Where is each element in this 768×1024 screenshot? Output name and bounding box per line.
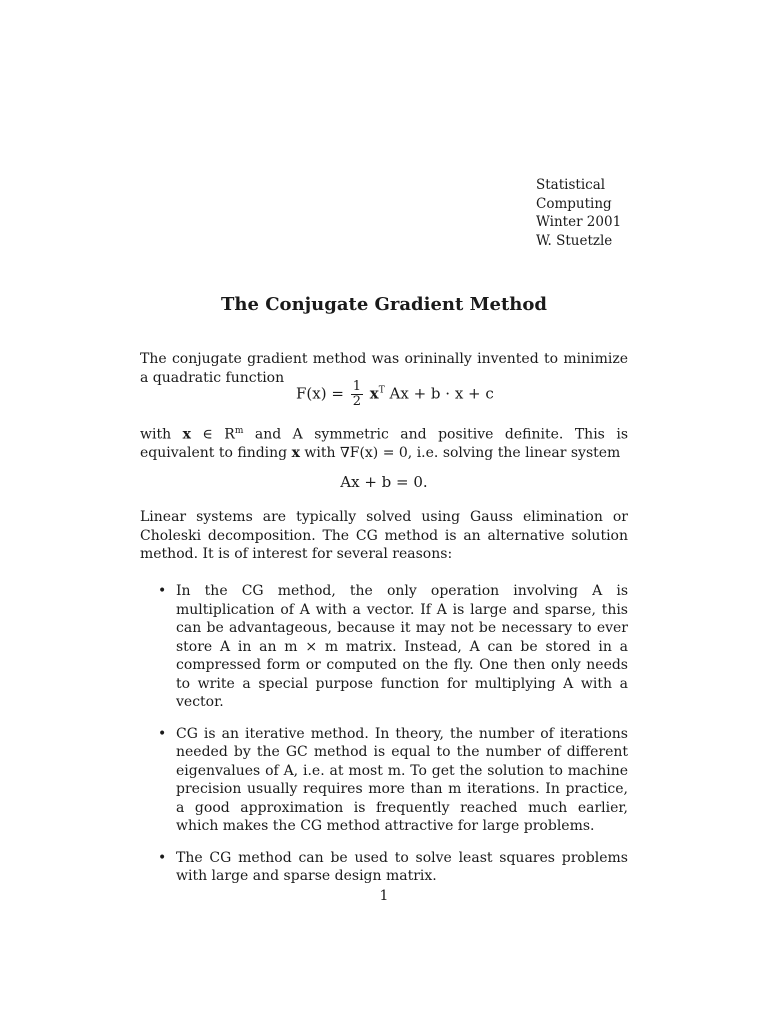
reasons-paragraph: Linear systems are typically solved using Gauss elimination or Choleski decomposition. The CG method is an alternative solution method. It is of interest for several reasons: [140,509,628,562]
bullet-icon: • [158,849,167,866]
page-number: 1 [379,888,389,904]
equation-linear-system: Ax + b = 0. [340,473,428,491]
list-item [158,582,628,712]
text-fragment: ∈ R [190,426,235,443]
fraction-half [351,380,363,409]
page-title: The Conjugate Gradient Method [221,294,547,315]
equation-lhs: F(x) = [296,384,344,403]
list-item-text: CG is an iterative method. In theory, the number of iterations needed by the GC method is equal to the number of different eigenvalues of A, i.e. at most m. To get the solution to machine precision usually requires more than m iterations. In practice, a good approximation is frequently reached much earlier, which makes the CG method attractive for large problems. [176,725,628,834]
bullet-icon: • [158,583,167,599]
equation-quadratic [296,380,494,409]
vector-x: x [182,426,191,443]
list-item-text: In the CG method, the only operation involving A is multiplication of A with a vector. If A is large and sparse, this can be advantageous, because it may not be necessary to ever store A in an m × m matrix. Instead, A can be stored in a compressed form or computed on the fly. One then only needs to write a special purpose function for multiplying A with a vector. [176,583,628,710]
reasons-list [158,582,628,899]
bullet-icon: • [158,725,167,742]
equation-rhs: Ax + b · x + c [389,384,494,403]
vector-x: x [291,445,300,462]
course-header-line: Winter 2001 [536,214,622,230]
text-fragment: and A symmetric and positive definite. This is equivalent to finding [140,426,629,462]
course-header [536,176,621,250]
definition-paragraph [140,422,628,463]
vector-x: x [369,384,379,403]
fraction-denominator: 2 [352,394,361,409]
course-header-line: Computing [536,195,612,212]
intro-paragraph: The conjugate gradient method was orininally invented to minimize a quadratic function [140,351,628,386]
text-fragment: with ∇F(x) = 0, i.e. solving the linear system [299,445,621,462]
transpose-mark: T [378,385,385,396]
list-item-text: The CG method can be used to solve least squares problems with large and sparse design matrix. [176,849,628,884]
superscript-m: m [234,426,244,436]
fraction-numerator: 1 [352,379,361,394]
text-fragment: with [140,426,183,443]
list-item [158,849,628,886]
course-header-line: W. Stuetzle [536,232,613,249]
course-header-line: Statistical [536,177,606,193]
list-item [158,725,628,836]
